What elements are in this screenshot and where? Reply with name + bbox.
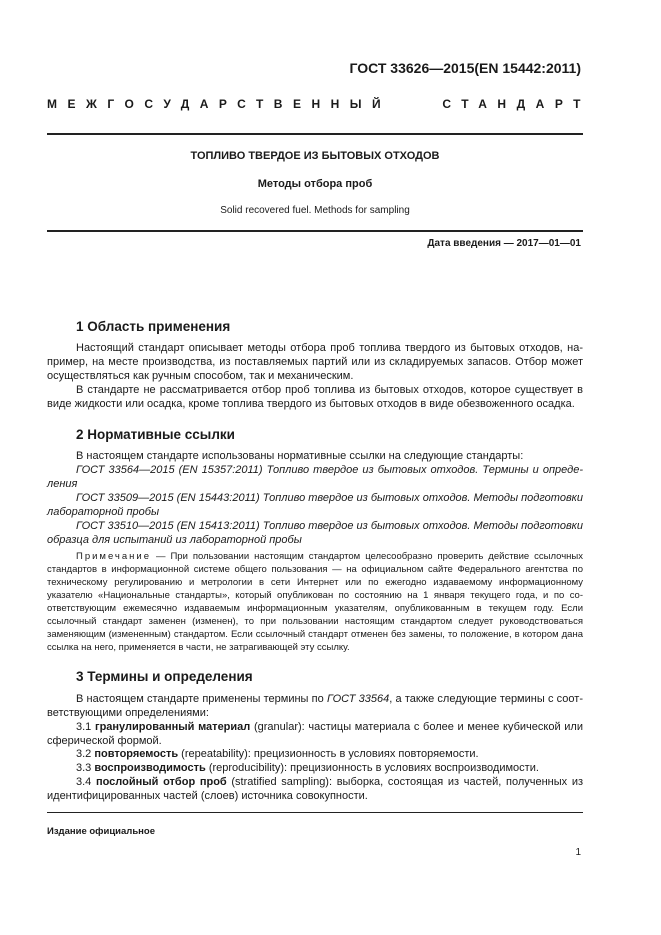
reference-3: ГОСТ 33510—2015 (EN 15413:2011) Топливо твердое из бытовых отходов. Методы подготовки образца для испытаний из лабораторной пробы xyxy=(47,520,583,546)
section-2-paragraph-1: В настоящем стандарте использованы нормативные ссылки на следующие стандарты: xyxy=(76,450,524,462)
introduction-date: Дата введения — 2017—01—01 xyxy=(427,238,581,249)
document-title: ТОПЛИВО ТВЕРДОЕ ИЗ БЫТОВЫХ ОТХОДОВ xyxy=(190,150,440,162)
section-3-heading: 3 Термины и определения xyxy=(76,669,253,684)
section-1-paragraph-1: Настоящий стандарт описывает методы отбора проб топлива твердого из бытовых отходов, на-пример, на месте производства, из поставляемых партий или из складируемых запасов. Отбор может осуществляться как ручным способом, так и механическим. xyxy=(47,342,583,382)
gost-reference: ГОСТ 33564 xyxy=(326,693,390,705)
footer-rule xyxy=(47,812,583,813)
note-label: Примечание xyxy=(76,551,151,562)
term-3-4: 3.4 послойный отбор проб (stratified sampling): выборка, состоящая из частей, полученных из идентифицированных частей (слоев) источника совокупности. xyxy=(47,776,584,802)
reference-2: ГОСТ 33509—2015 (EN 15443:2011) Топливо твердое из бытовых отходов. Методы подготовки лабораторной пробы xyxy=(47,492,583,518)
english-title: Solid recovered fuel. Methods for sampling xyxy=(220,205,410,216)
term-3-3: 3.3 воспроизводимость (reproducibility): прецизионность в условиях воспроизводимости. xyxy=(76,762,539,774)
interstate-standard-banner xyxy=(47,97,591,111)
interstate-word: МЕЖГОСУДАРСТВЕННЫЙ xyxy=(47,97,392,111)
term-3-2: 3.2 повторяемость (repeatability): прецизионность в условиях повторяемости. xyxy=(76,748,479,760)
term-name: повторяемость xyxy=(94,748,179,760)
document-code: ГОСТ 33626—2015(EN 15442:2011) xyxy=(349,60,581,76)
header-rule xyxy=(47,133,583,135)
section-2-heading: 2 Нормативные ссылки xyxy=(76,427,235,442)
title-rule xyxy=(47,230,583,232)
document-subtitle: Методы отбора проб xyxy=(257,178,373,190)
section-3-paragraph-1: В настоящем стандарте применены термины по ГОСТ 33564, а также следующие термины с соот-ветствующими определениями: xyxy=(47,693,584,719)
section-1-paragraph-2: В стандарте не рассматривается отбор проб топлива из бытовых отходов, которое существует в виде жидкости или осадка, кроме топлива твердого из бытовых отходов в виде обезвоженного осадка. xyxy=(47,384,583,410)
note xyxy=(47,550,583,654)
section-1-heading: 1 Область применения xyxy=(76,319,231,334)
term-3-1: 3.1 гранулированный материал (granular): частицы материала с более и менее кубической или сферической формой. xyxy=(47,721,583,747)
standard-word: СТАНДАРТ xyxy=(442,97,591,111)
term-name: послойный отбор проб xyxy=(95,776,227,788)
official-edition-label: Издание официальное xyxy=(47,826,155,837)
note-text: — При пользовании настоящим стандартом целесообразно проверить действие ссылочных стандартов в информационной системе общего пользования — на официальном сайте Федерального агентства по техническому регулированию и метрологии в сети Интернет или по ежегодно издаваемому информационному указателю «Национальные стандарты», который опубликован по состоянию на 1 января текущего года, и по со-ответствующим ежемесячно издаваемым информационным указателям, опубликованным в текущем году. Если ссылочный стандарт заменен (изменен), то при пользовании настоящим стандартом следует руководствоваться заменяющим (измененным) стандартом. Если ссылочный стандарт отменен без замены, то положение, в котором дана ссылка на него, применяется в части, не затрагивающей эту ссылку. xyxy=(47,551,583,653)
page-number: 1 xyxy=(575,847,581,858)
term-name: гранулированный материал xyxy=(94,721,251,733)
term-name: воспроизводимость xyxy=(94,762,206,774)
reference-1: ГОСТ 33564—2015 (EN 15357:2011) Топливо твердое из бытовых отходов. Термины и опреде-ления xyxy=(47,464,583,490)
